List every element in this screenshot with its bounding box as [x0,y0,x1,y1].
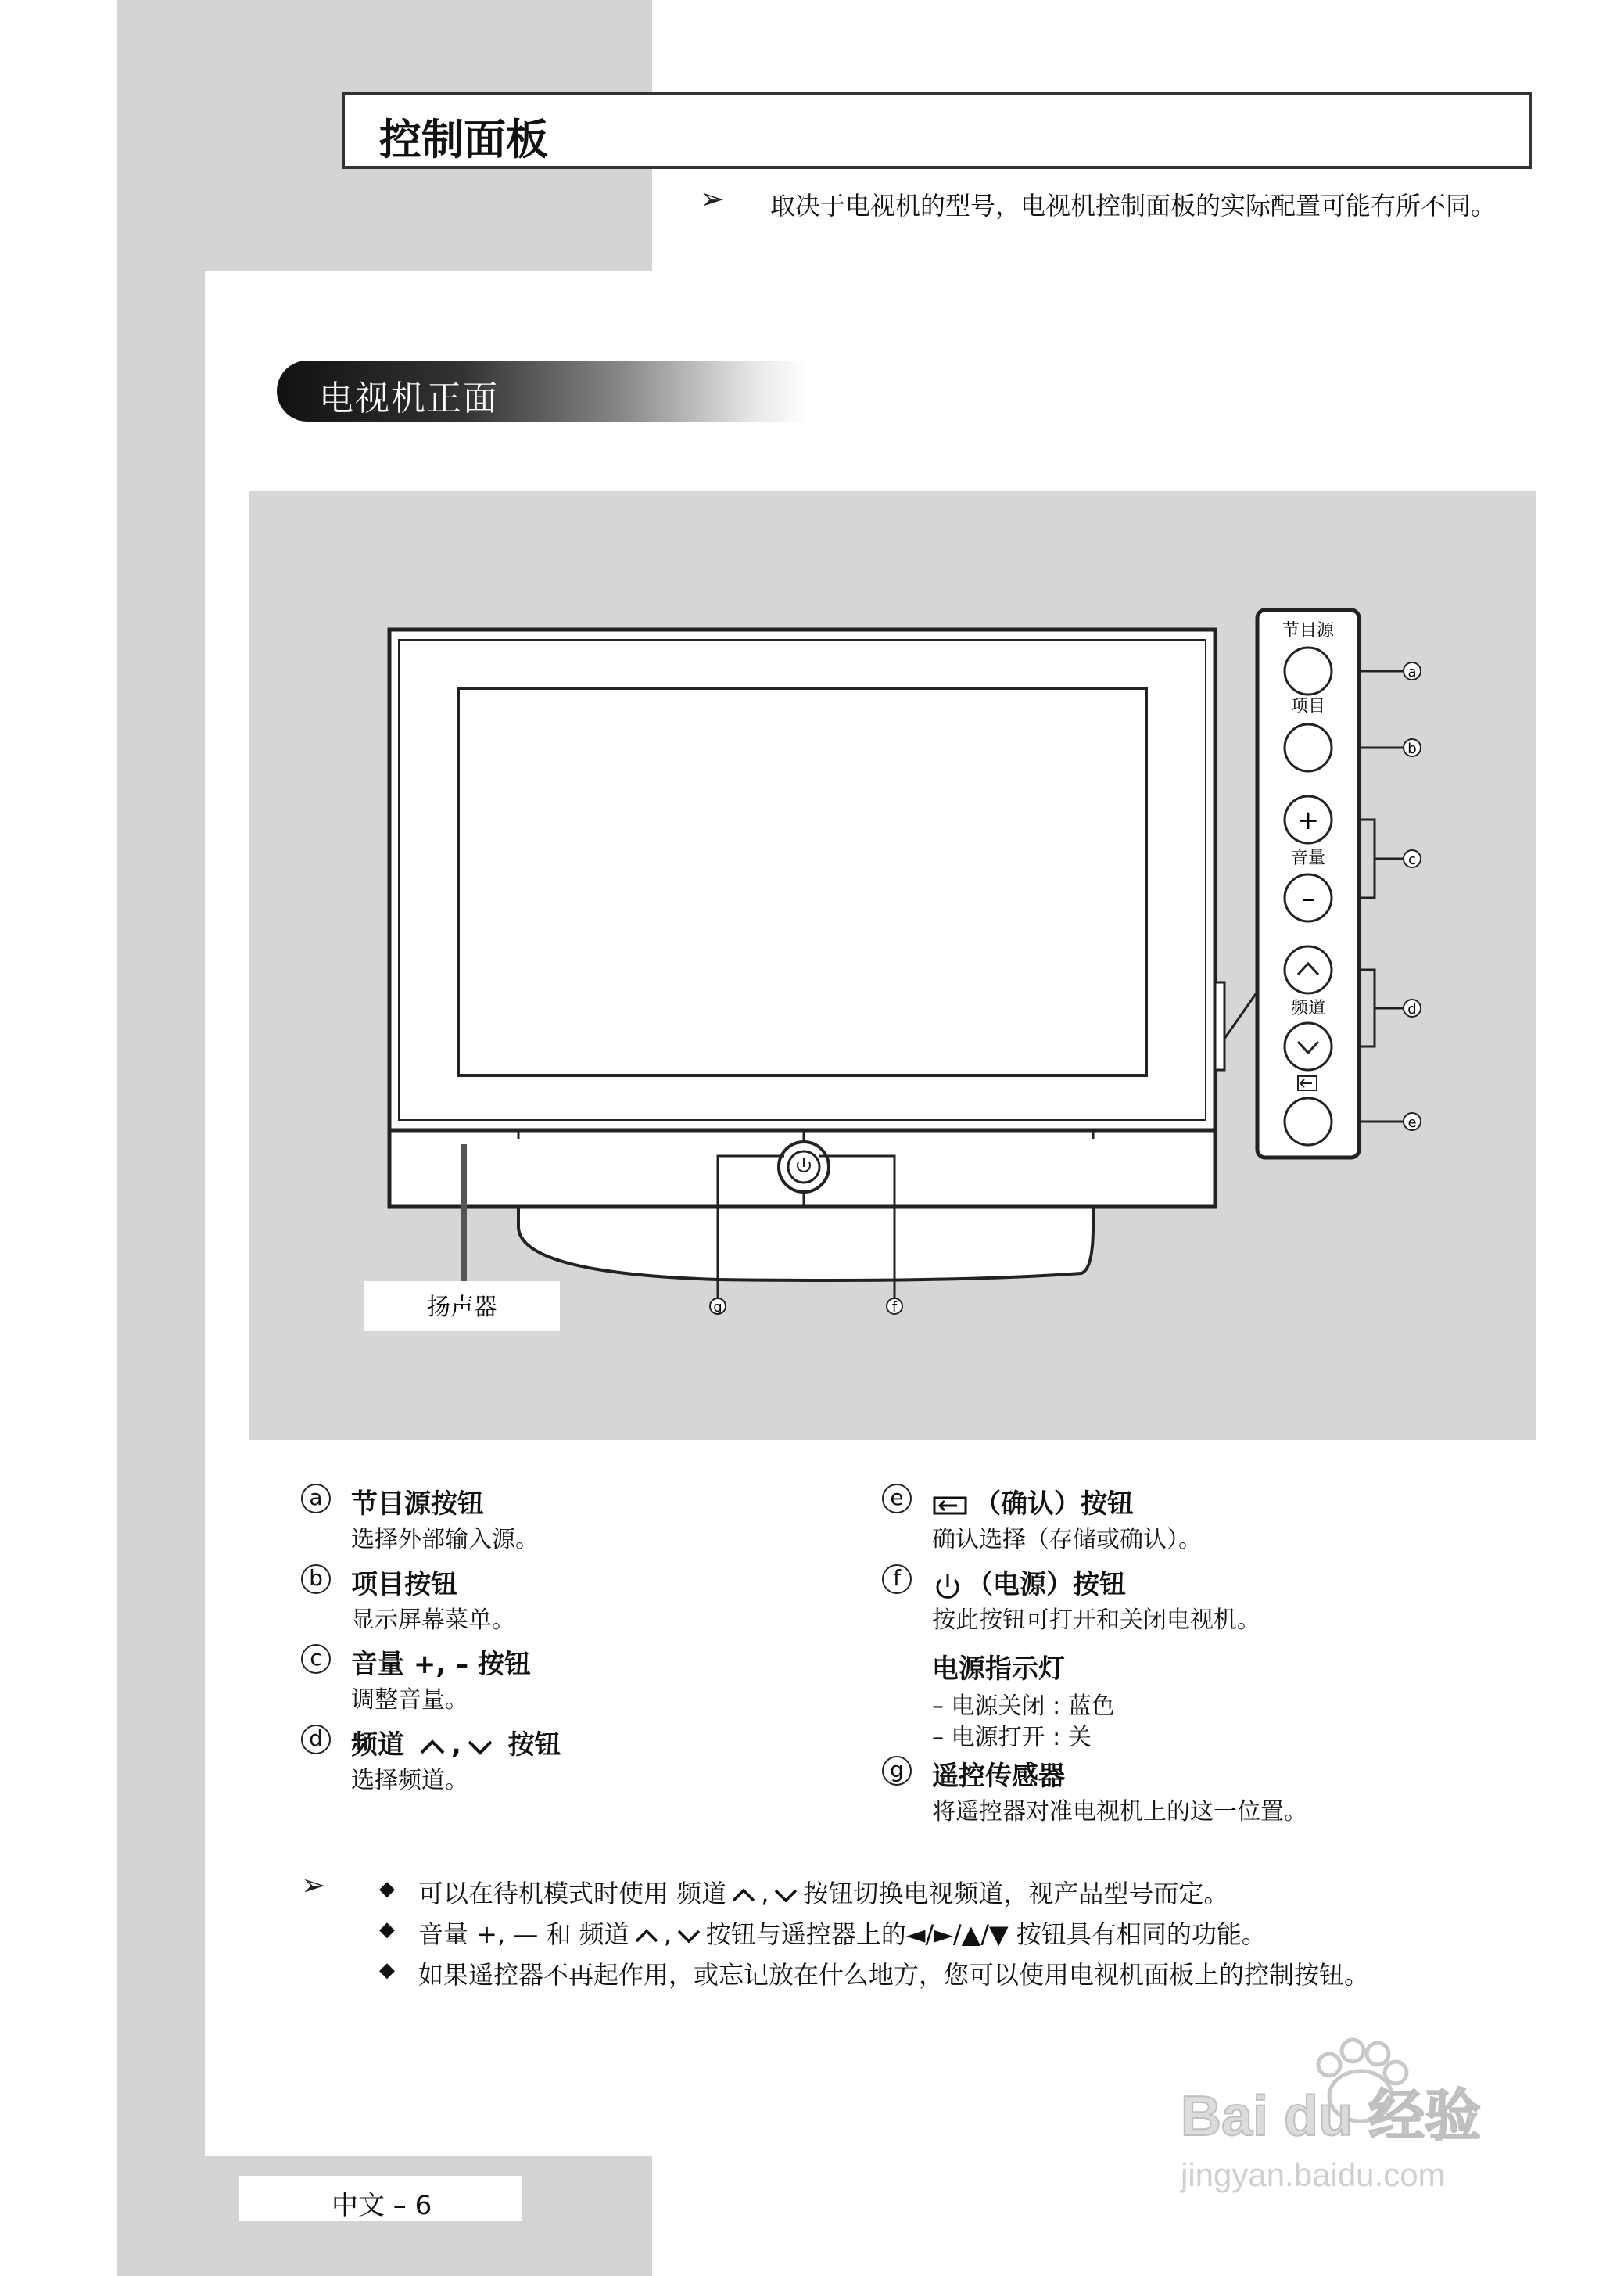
power-indicator-line1: – 电源关闭 : 蓝色 [932,1693,1115,1720]
desc-b-letter: b [301,1564,331,1594]
tv-diagram [249,491,1536,1440]
panel-label-menu: 项目 [1290,697,1326,716]
channel-up-button [1285,946,1332,993]
note-arrow-icon: ➢ [700,181,725,216]
page-footer [239,2176,522,2221]
volume-down-sign: – [1301,883,1315,914]
desc-d-head-post: 按钮 [507,1729,561,1761]
caret-up-icon [730,1886,758,1904]
page-title: 控制面板 [379,115,548,164]
watermark-url: jingyan.baidu.com [1181,2156,1446,2193]
section-title: 电视机正面 [319,379,499,418]
panel-label-source: 节目源 [1282,621,1335,641]
volume-up-sign: + [1296,805,1320,836]
callout-e: e [1407,1115,1417,1131]
enter-button [1285,1098,1332,1145]
page-title-box [342,92,1532,169]
tv-figure [249,491,1536,1440]
panel-label-channel: 频道 [1290,999,1326,1018]
callout-a: a [1407,664,1417,680]
note-2-pre: 音量 +, — 和 频道 [418,1919,629,1949]
desc-b-body: 显示屏幕菜单。 [351,1606,515,1634]
baidu-paw-icon [1173,2018,1548,2213]
desc-c-head: 音量 +, – 按钮 [351,1649,531,1680]
desc-f-body: 按此按钮可打开和关闭电视机。 [932,1606,1260,1634]
desc-g-body: 将遥控器对准电视机上的这一位置。 [932,1798,1307,1825]
desc-d-head-pre: 频道 [351,1729,404,1761]
desc-f-head-wrap [932,1563,1126,1601]
desc-f-head: （电源）按钮 [966,1569,1126,1600]
callout-g: g [713,1299,722,1316]
caret-down-icon [772,1886,800,1904]
caret-down-icon [675,1927,703,1944]
panel-label-volume: 音量 [1290,849,1326,868]
watermark-logo: Bai du 经验 [1181,2085,1482,2148]
desc-c-letter: c [301,1644,331,1674]
baidu-watermark [1173,2018,1548,2213]
desc-d-body: 选择频道。 [351,1767,468,1794]
callout-d: d [1407,1001,1417,1018]
desc-e-head-wrap [932,1482,1134,1520]
page-number: 中文 – 6 [332,2190,432,2221]
note-2-post: 按钮具有相同的功能。 [1016,1919,1267,1949]
desc-d-letter: d [301,1725,331,1754]
diamond-icon: ◆ [379,1877,395,1901]
desc-g-letter: g [882,1756,912,1786]
note-2-mid: 按钮与遥控器上的◄/►/▲/▼ [705,1919,1009,1949]
desc-e-body: 确认选择（存储或确认）。 [932,1526,1202,1553]
notes-arrow-icon: ➢ [301,1868,326,1902]
desc-b-head: 项目按钮 [351,1569,457,1600]
diamond-icon: ◆ [379,1958,395,1982]
desc-a-head: 节目源按钮 [351,1488,484,1520]
speaker-label: 扬声器 [427,1294,497,1321]
enter-icon [932,1494,971,1517]
callout-b: b [1407,741,1417,757]
model-note: 取决于电视机的型号，电视机控制面板的实际配置可能有所不同。 [770,191,1497,221]
side-button-strip [1215,982,1224,1070]
diamond-icon: ◆ [379,1918,395,1941]
desc-e-head: （确认）按钮 [974,1488,1134,1520]
desc-e-letter: e [882,1484,912,1513]
note-3-text: 如果遥控器不再起作用，或忘记放在什么地方，您可以使用电视机面板上的控制按钮。 [418,1960,1370,1990]
desc-a-letter: a [301,1484,331,1513]
desc-a-body: 选择外部输入源。 [351,1526,539,1553]
note-1-post: 按钮切换电视频道，视产品型号而定。 [803,1879,1229,1908]
desc-g-head: 遥控传感器 [932,1761,1065,1792]
power-indicator-head: 电源指示灯 [932,1653,1065,1685]
section-heading [277,361,808,422]
caret-up-icon [633,1927,661,1944]
note-1-pre: 可以在待机模式时使用 频道 [418,1879,727,1908]
desc-d-head: 频道 , 按钮 [351,1729,561,1761]
power-icon [932,1572,963,1600]
source-button [1285,648,1332,695]
desc-f-letter: f [882,1564,912,1594]
tv-screen [458,688,1146,1075]
callout-f: f [891,1299,898,1316]
desc-c-body: 调整音量。 [351,1686,468,1714]
callout-c: c [1408,852,1416,868]
gray-band-left [117,271,205,2276]
caret-down-icon [464,1737,496,1756]
menu-button [1285,724,1332,771]
channel-down-button [1285,1023,1332,1070]
caret-up-icon [417,1737,448,1756]
power-indicator-line2: – 电源打开 : 关 [932,1724,1092,1751]
tv-stand [518,1207,1093,1280]
